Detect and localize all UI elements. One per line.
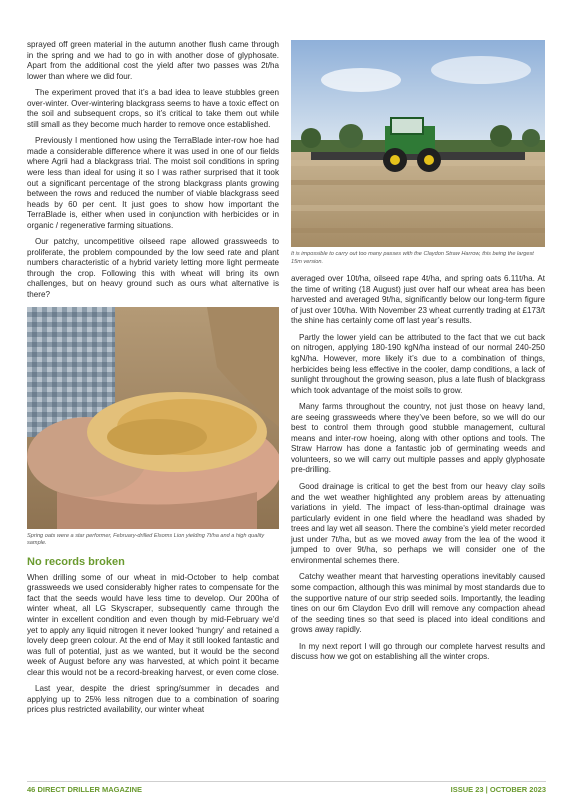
- body-paragraph: Many farms throughout the country, not just those on heavy land, are seeing grassweeds where they’ve been before, so we will do our best to control them through good stubble management, cultural means and inter-row hoeing, along with other options and tools. The Straw Harrow has done a fantastic job of germinating weeds and volunteers, so we will carry out multiple passes and apply glyphosate pre-drilling.: [291, 402, 545, 475]
- body-paragraph: Catchy weather meant that harvesting operations inevitably caused some compaction, although this was minimal by most standards due to the supportive nature of our strip seeded soils. Importantly, the leading tines on our 6m Claydon Evo drill will remove any compaction ahead of the seeding tines so that seed is placed into ideal conditions and grows away rapidly.: [291, 572, 545, 635]
- photo-caption: It is impossible to carry out too many passes with the Claydon Straw Harrow, this being the largest 15m version.: [291, 251, 534, 265]
- body-paragraph: Our patchy, uncompetitive oilseed rape allowed grassweeds to proliferate, the problem compounded by the low seed rate and plant numbers characteristic of a hybrid variety letting more light permeate through the crop. Following this with wheat will bring its own challenges, but on heavy ground such as ours what alternative is there?: [27, 237, 279, 300]
- body-paragraph: Good drainage is critical to get the best from our heavy clay soils and the wet weather highlighted any problem areas by attenuating variations in yield. The impact of less-than-optimal drainage was particularly evident in one field where the headland was shaded by trees and lay wet all season. There the combine’s yield meter recorded just under 7t/ha, but as we moved away from the lea of the wood it jumped to over 9t/ha, so perhaps we will consider one of the environmental schemes there.: [291, 482, 545, 565]
- body-paragraph: Last year, despite the driest spring/summer in decades and applying up to 25% less nitrogen due to a combination of soaring prices plus restricted availability, our winter wheat: [27, 684, 279, 715]
- body-paragraph: averaged over 10t/ha, oilseed rape 4t/ha, and spring oats 6.11t/ha. At the time of writing (18 August) just over half our wheat area has been harvested and averaged 9t/ha, significantly below our long-term figure of just over 10t/ha. With November 23 wheat currently trading at £173/t the shine has certainly come off last year’s results.: [291, 274, 545, 326]
- body-paragraph: In my next report I will go through our complete harvest results and discuss how we got on establishing all the winter crops.: [291, 641, 545, 662]
- body-paragraph: Previously I mentioned how using the TerraBlade inter-row hoe had made a considerable difference where it was used in one of our fields where Agrii had a blackgrass trial. The moist soil conditions in spring were less than ideal for using it so I was rather surprised that it took out a significant percentage of the strong blackgrass plants growing between the rows and reduced the number of viable blackgrass seed heads by 60 per cent. It just goes to show how important the TerraBlade is, either when used in conjunction with herbicides or in organic / regenerative farming situations.: [27, 136, 279, 230]
- page-footer: [27, 781, 546, 796]
- body-paragraph: The experiment proved that it’s a bad idea to leave stubbles green over-winter. Over-wintering blackgrass seems to have a toxic effect on the soil and subsequent crops, so it’s critical to take them out while still small as they become much harder to remove once established.: [27, 88, 279, 129]
- left-column: [27, 40, 279, 722]
- body-paragraph: Partly the lower yield can be attributed to the fact that we cut back on nitrogen, applying 180-190 kgN/ha instead of our normal 240-250 kgN/ha. However, more likely it’s due to a combination of things, herbicides being less effective in the cooler, damp conditions, a lack of sunlight throughout the growing season, plus a late flush of blackgrass which took advantage of the moist soils to grow.: [291, 332, 545, 395]
- page-number: 46: [27, 785, 36, 794]
- right-column: [291, 40, 545, 669]
- section-subheading: No records broken: [27, 555, 125, 568]
- oats-hands-photo: [27, 307, 279, 529]
- magazine-name: DIRECT DRILLER MAGAZINE: [37, 785, 143, 794]
- photo-caption: Spring oats were a star performer, February-drilled Elsoms Lion yielding 7t/ha and a high quality sample.: [27, 532, 265, 547]
- issue-info: ISSUE 23 | OCTOBER 2023: [450, 785, 546, 794]
- footer-left: [27, 785, 142, 794]
- body-paragraph: sprayed off green material in the autumn another flush came through in the spring and we had to go in with another dose of glyphosate. Apart from the additional cost the yield after two passes was 2t/ha lower than where we did four.: [27, 40, 279, 81]
- body-paragraph: When drilling some of our wheat in mid-October to help combat grassweeds we used considerably higher rates to compensate for the fact that the seeds would have less time to develop. Our 200ha of winter wheat, all LG Skyscraper, subsequently came through the winter in excellent condition and even though by mid-February we’d yet to apply any liquid nitrogen it never looked ‘hungry’ and retained a lovely deep green colour. At the end of May it still looked fantastic and was full of potential, just as we wanted, but it would be the second week of August before any was harvested, at which point it became clear this would not be a record-breaking harvest, or even come close.: [27, 572, 279, 677]
- straw-harrow-photo: [291, 40, 545, 247]
